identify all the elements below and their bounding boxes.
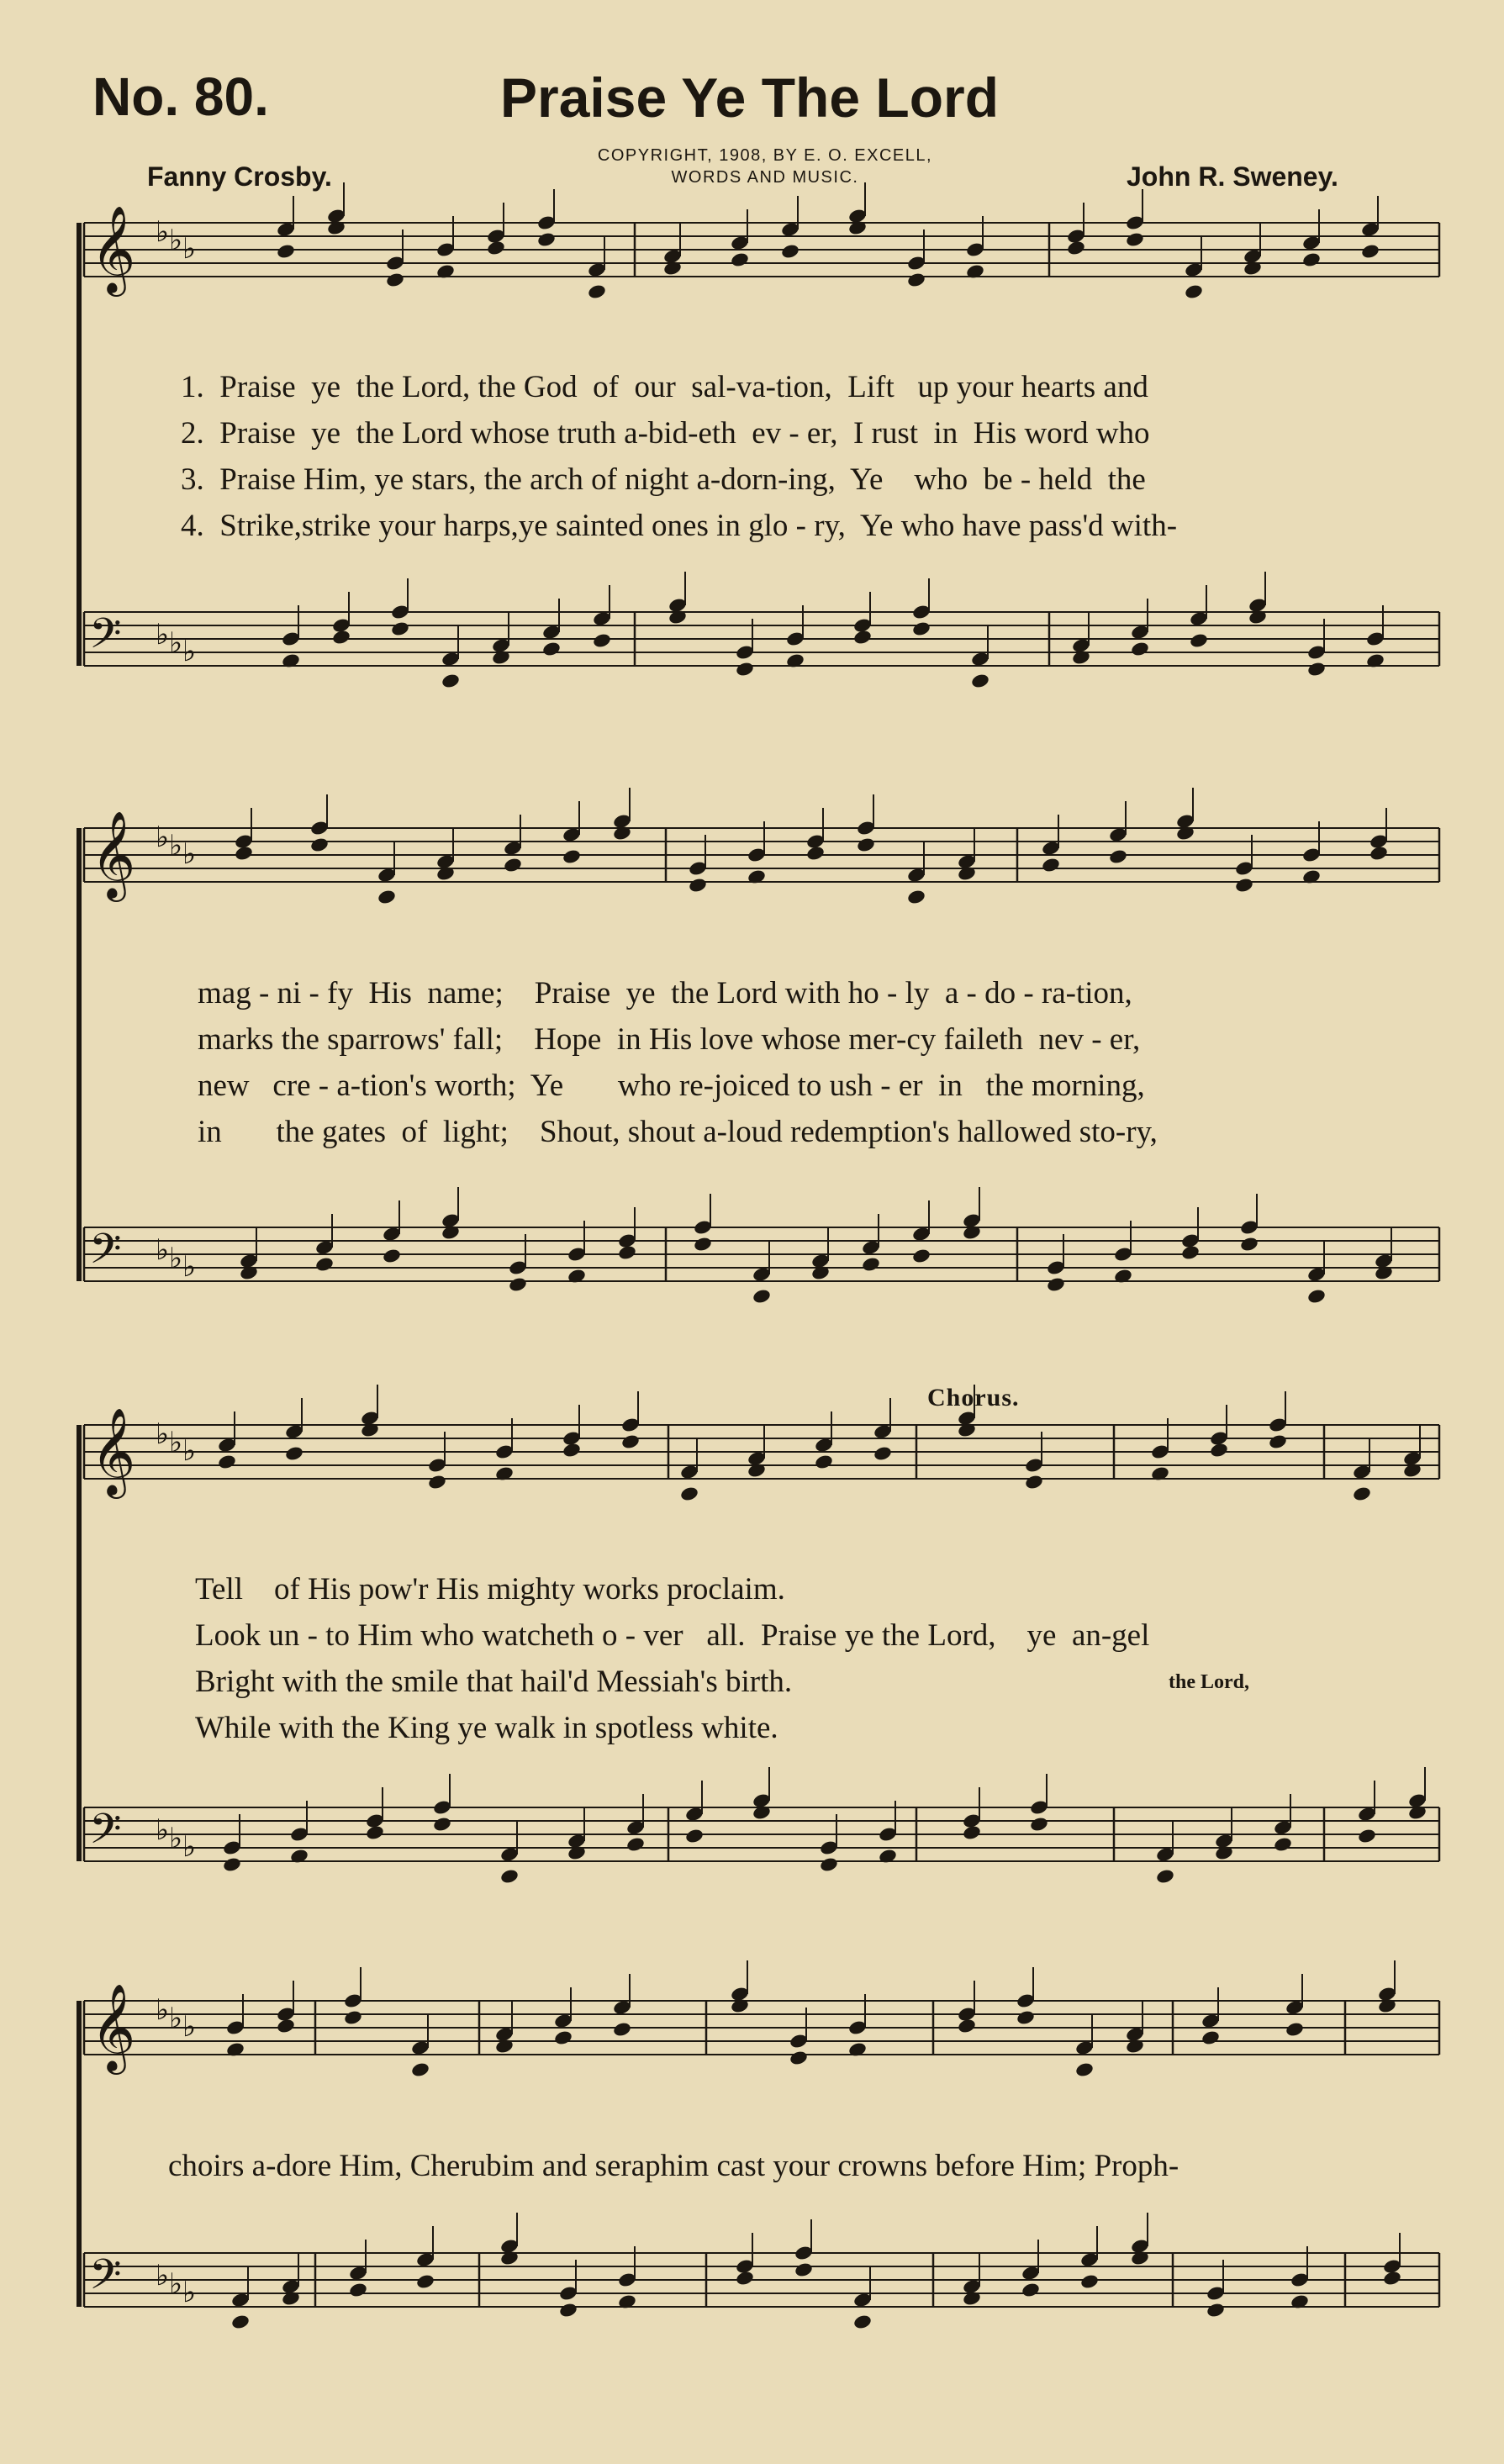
- note-head: [562, 848, 582, 865]
- lyric-line-s3-v3: Bright with the smile that hail'd Messiah's birth.: [195, 1665, 793, 1699]
- lyric-line-s2-v1: mag - ni - fy His name; Praise ye the Lord with ho - ly a - do - ra-tion,: [198, 976, 1132, 1010]
- lyric-line-s1-v2: 2. Praise ye the Lord whose truth a-bid-eth ev - er, I rust in His word who: [181, 416, 1150, 451]
- note-head: [911, 620, 931, 637]
- note-head: [562, 1442, 582, 1459]
- note-head: [780, 243, 800, 260]
- note-head: [906, 272, 926, 288]
- note-head: [873, 1445, 893, 1462]
- flat-icon: ♭: [156, 1813, 170, 1847]
- note-head: [314, 1256, 335, 1273]
- note-head: [410, 2061, 430, 2078]
- note-head: [730, 251, 750, 268]
- note-head: [1234, 877, 1254, 894]
- note-head: [1074, 2061, 1095, 2078]
- note-head: [309, 836, 330, 853]
- lyric-line-s3-v4: While with the King ye walk in spotless white.: [195, 1711, 778, 1745]
- note-head: [970, 673, 990, 689]
- note-head: [957, 2018, 977, 2034]
- note-head: [1189, 632, 1209, 649]
- note-head: [1352, 1485, 1372, 1502]
- note-head: [814, 1454, 834, 1470]
- lyric-line-s2-v2: marks the sparrows' fall; Hope in His love whose mer-cy faileth nev - er,: [198, 1022, 1141, 1057]
- flat-icon: ♭: [156, 618, 170, 652]
- note-head: [499, 1868, 520, 1885]
- lyric-line-s1-v4: 4. Strike,strike your harps,ye sainted ones in glo - ry, Ye who have pass'd with-: [181, 509, 1178, 543]
- note-head: [1029, 1816, 1049, 1833]
- note-head: [1301, 251, 1322, 268]
- note-head: [536, 231, 557, 248]
- flat-icon: ♭: [182, 1830, 197, 1864]
- flat-icon: ♭: [182, 1434, 197, 1468]
- note-head: [592, 632, 612, 649]
- note-head: [1268, 1433, 1288, 1450]
- flat-icon: ♭: [169, 1242, 183, 1275]
- treble-clef-icon: 𝄞: [91, 810, 136, 899]
- note-head: [620, 1433, 641, 1450]
- note-head: [284, 1445, 304, 1462]
- flat-icon: ♭: [156, 1233, 170, 1267]
- note-head: [1273, 1836, 1293, 1853]
- flat-icon: ♭: [169, 1426, 183, 1459]
- note-head: [276, 243, 296, 260]
- note-head: [789, 2050, 809, 2066]
- lyric-line-s3-v1: Tell of His pow'r His mighty works proclaim.: [195, 1572, 785, 1607]
- note-head: [1360, 243, 1380, 260]
- note-head: [1382, 2270, 1402, 2287]
- note-head: [735, 661, 755, 678]
- note-head: [1206, 2302, 1226, 2319]
- note-head: [1184, 283, 1204, 300]
- flat-icon: ♭: [169, 2267, 183, 2301]
- flat-icon: ♭: [169, 224, 183, 257]
- flat-icon: ♭: [182, 2010, 197, 2044]
- flat-icon: ♭: [169, 829, 183, 863]
- note-head: [432, 1816, 452, 1833]
- note-head: [1021, 2282, 1041, 2298]
- note-head: [1108, 848, 1128, 865]
- note-head: [234, 845, 254, 862]
- treble-clef-icon: 𝄞: [91, 1983, 136, 2071]
- flat-icon: ♭: [156, 1993, 170, 2027]
- note-head: [343, 2009, 363, 2026]
- flat-icon: ♭: [182, 635, 197, 668]
- hymn-number: No. 80.: [92, 66, 269, 127]
- hymn-title: Praise Ye The Lord: [500, 66, 1000, 129]
- note-head: [382, 1248, 402, 1264]
- lyric-line-s2-v4: in the gates of light; Shout, shout a-loud redemption's hallowed sto-ry,: [198, 1115, 1158, 1149]
- note-head: [861, 1256, 881, 1273]
- note-head: [348, 2282, 368, 2298]
- lyric-line-s2-v3: new cre - a-tion's worth; Ye who re-joiced to ush - er in the morning,: [198, 1068, 1145, 1103]
- note-head: [1285, 2021, 1305, 2038]
- note-head: [1024, 1474, 1044, 1491]
- note-head: [1209, 1442, 1229, 1459]
- flat-icon: ♭: [169, 1822, 183, 1855]
- note-head: [805, 845, 826, 862]
- treble-clef-icon: 𝄞: [91, 1407, 136, 1496]
- note-head: [276, 2018, 296, 2034]
- bass-clef-icon: 𝄢: [89, 1805, 122, 1864]
- note-head: [684, 1828, 705, 1844]
- note-head: [222, 1856, 242, 1873]
- note-head: [486, 240, 506, 256]
- note-head: [365, 1824, 385, 1841]
- note-head: [503, 857, 523, 873]
- note-head: [217, 1454, 237, 1470]
- note-head: [541, 641, 562, 657]
- flat-icon: ♭: [182, 1250, 197, 1284]
- note-head: [794, 2261, 814, 2278]
- note-head: [1155, 1868, 1175, 1885]
- lyric-line-s4-v1: choirs a-dore Him, Cherubim and seraphim cast your crowns before Him; Proph-: [168, 2149, 1179, 2183]
- note-head: [1201, 2029, 1221, 2046]
- note-head: [1306, 1288, 1327, 1305]
- flat-icon: ♭: [169, 2002, 183, 2035]
- note-head: [558, 2302, 578, 2319]
- note-head: [587, 283, 607, 300]
- lyric-line-s1-v1: 1. Praise ye the Lord, the God of our sal-va-tion, Lift up your hearts and: [181, 370, 1148, 404]
- note-head: [1066, 240, 1086, 256]
- note-head: [441, 673, 461, 689]
- note-head: [1079, 2273, 1100, 2290]
- note-head: [415, 2273, 435, 2290]
- flat-icon: ♭: [156, 820, 170, 854]
- copyright-line-1: COPYRIGHT, 1908, BY E. O. EXCELL,: [597, 146, 933, 165]
- note-head: [612, 2021, 632, 2038]
- note-head: [1306, 661, 1327, 678]
- note-head: [1357, 1828, 1377, 1844]
- note-head: [1041, 857, 1061, 873]
- note-head: [852, 629, 873, 646]
- flat-icon: ♭: [182, 232, 197, 266]
- flat-icon: ♭: [156, 2259, 170, 2293]
- note-head: [819, 1856, 839, 1873]
- lyric-line-s1-v3: 3. Praise Him, ye stars, the arch of night a-dorn-ing, Ye who be - held the: [181, 462, 1146, 497]
- note-head: [427, 1474, 447, 1491]
- note-head: [962, 1824, 982, 1841]
- bass-clef-icon: 𝄢: [89, 609, 122, 668]
- note-head: [735, 2270, 755, 2287]
- bass-clef-icon: 𝄢: [89, 1225, 122, 1284]
- note-head: [688, 877, 708, 894]
- note-head: [1130, 641, 1150, 657]
- bass-clef-icon: 𝄢: [89, 2250, 122, 2309]
- flat-icon: ♭: [182, 837, 197, 871]
- note-head: [331, 629, 351, 646]
- note-head: [693, 1236, 713, 1253]
- note-head: [230, 2314, 251, 2330]
- note-head: [856, 836, 876, 853]
- note-head: [553, 2029, 573, 2046]
- treble-clef-icon: 𝄞: [91, 205, 136, 293]
- lyric-line-s3-v2: Look un - to Him who watcheth o - ver all. Praise ye the Lord, ye an-gel: [195, 1618, 1150, 1653]
- note-head: [911, 1248, 931, 1264]
- note-head: [625, 1836, 646, 1853]
- note-head: [617, 1244, 637, 1261]
- flat-icon: ♭: [156, 1417, 170, 1451]
- flat-icon: ♭: [169, 626, 183, 660]
- note-head: [508, 1276, 528, 1293]
- flat-icon: ♭: [156, 215, 170, 249]
- note-head: [852, 2314, 873, 2330]
- note-head: [1125, 231, 1145, 248]
- note-head: [1180, 1244, 1201, 1261]
- note-head: [390, 620, 410, 637]
- note-head: [1046, 1276, 1066, 1293]
- note-head: [377, 889, 397, 905]
- note-head: [1369, 845, 1389, 862]
- note-head: [1239, 1236, 1259, 1253]
- flat-icon: ♭: [182, 2276, 197, 2309]
- poet-credit: Fanny Crosby.: [147, 161, 332, 192]
- note-head: [906, 889, 926, 905]
- note-head: [752, 1288, 772, 1305]
- note-head: [385, 272, 405, 288]
- note-head: [1016, 2009, 1036, 2026]
- copyright-line-2: WORDS AND MUSIC.: [671, 168, 859, 187]
- chorus-label: Chorus.: [927, 1384, 1020, 1411]
- composer-credit: John R. Sweney.: [1127, 161, 1338, 192]
- echo-text: the Lord,: [1169, 1671, 1249, 1693]
- note-head: [679, 1485, 699, 1502]
